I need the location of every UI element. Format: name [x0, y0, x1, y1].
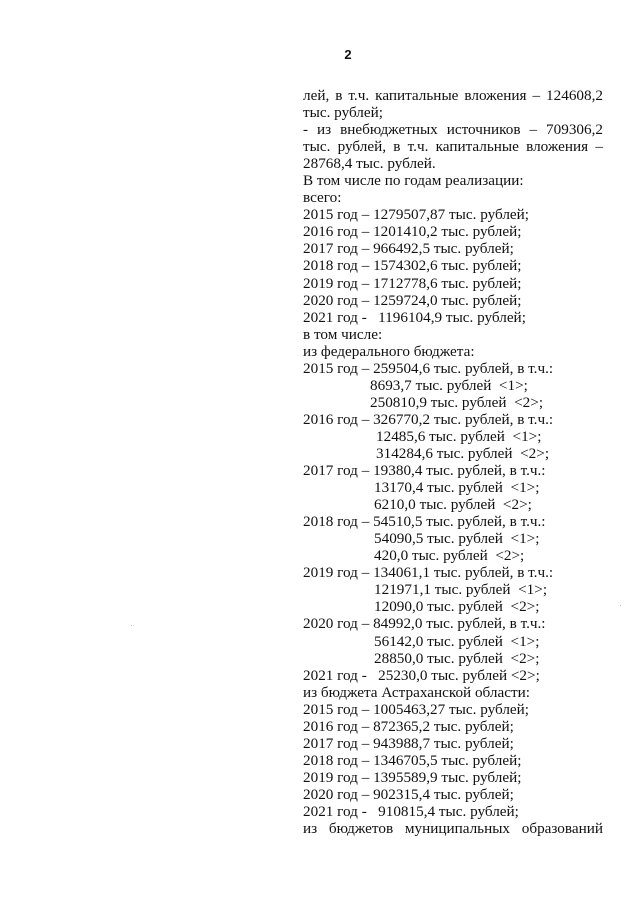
regional-year-line: 2019 год – 1395589,9 тыс. рублей; [303, 768, 522, 786]
regional-year-line: 2017 год – 943988,7 тыс. рублей; [303, 734, 514, 752]
text-line: лей, в т.ч. капитальные вложения – 124608,2 [303, 87, 603, 104]
text-line: - из внебюджетных источников – 709306,2 [303, 121, 603, 139]
year-total-line: 2020 год – 1259724,0 тыс. рублей; [303, 291, 522, 309]
federal-year-line: 2017 год – 19380,4 тыс. рублей, в т.ч.: [303, 462, 546, 480]
federal-sub-line: 250810,9 тыс. рублей <2>; [370, 393, 544, 411]
year-total-line: 2015 год – 1279507,87 тыс. рублей; [303, 206, 530, 224]
federal-sub-line: 12090,0 тыс. рублей <2>; [374, 598, 540, 616]
scan-speck [620, 605, 621, 606]
federal-sub-line: 54090,5 тыс. рублей <1>; [374, 530, 540, 548]
section-heading: из бюджета Астраханской области: [303, 683, 530, 701]
scan-speck [131, 625, 132, 626]
regional-year-line: 2016 год – 872365,2 тыс. рублей; [303, 717, 514, 735]
federal-sub-line: 420,0 тыс. рублей <2>; [374, 547, 525, 565]
federal-sub-line: 56142,0 тыс. рублей <1>; [374, 632, 540, 650]
year-total-line: 2016 год – 1201410,2 тыс. рублей; [303, 223, 522, 241]
text-line: всего: [303, 189, 342, 207]
section-heading: из бюджетов муниципальных образований [303, 820, 603, 838]
regional-year-line: 2020 год – 902315,4 тыс. рублей; [303, 785, 514, 803]
federal-sub-line: 121971,1 тыс. рублей <1>; [374, 581, 548, 599]
federal-sub-line: 13170,4 тыс. рублей <1>; [374, 479, 540, 497]
year-total-line: 2021 год - 1196104,9 тыс. рублей; [303, 308, 526, 326]
federal-sub-line: 314284,6 тыс. рублей <2>; [376, 444, 550, 462]
federal-sub-line: 8693,7 тыс. рублей <1>; [370, 376, 528, 394]
federal-year-line: 2020 год – 84992,0 тыс. рублей, в т.ч.: [303, 615, 546, 633]
regional-year-line: 2015 год – 1005463,27 тыс. рублей; [303, 700, 530, 718]
section-heading: из федерального бюджета: [303, 342, 475, 360]
page-number: 2 [344, 47, 352, 62]
federal-year-line: 2019 год – 134061,1 тыс. рублей, в т.ч.: [303, 564, 554, 582]
year-total-line: 2019 год – 1712778,6 тыс. рублей; [303, 274, 522, 292]
text-line: в том числе: [303, 325, 383, 343]
text-line: В том числе по годам реализации: [303, 172, 524, 190]
budget-text-block [303, 87, 603, 837]
federal-year-line: 2015 год – 259504,6 тыс. рублей, в т.ч.: [303, 359, 554, 377]
regional-year-line: 2021 год - 910815,4 тыс. рублей; [303, 802, 519, 820]
year-total-line: 2017 год – 966492,5 тыс. рублей; [303, 240, 514, 258]
federal-year-line: 2016 год – 326770,2 тыс. рублей, в т.ч.: [303, 410, 554, 428]
federal-sub-line: 6210,0 тыс. рублей <2>; [374, 496, 532, 514]
regional-year-line: 2018 год – 1346705,5 тыс. рублей; [303, 751, 522, 769]
federal-sub-line: 12485,6 тыс. рублей <1>; [376, 427, 542, 445]
federal-year-line: 2018 год – 54510,5 тыс. рублей, в т.ч.: [303, 513, 546, 531]
year-total-line: 2018 год – 1574302,6 тыс. рублей; [303, 257, 522, 275]
text-line: тыс. рублей, в т.ч. капитальные вложения – [303, 138, 603, 156]
text-line: 28768,4 тыс. рублей. [303, 155, 436, 173]
federal-year-line: 2021 год - 25230,0 тыс. рублей <2>; [303, 666, 540, 684]
text-line: тыс. рублей; [303, 104, 383, 122]
federal-sub-line: 28850,0 тыс. рублей <2>; [374, 649, 540, 667]
